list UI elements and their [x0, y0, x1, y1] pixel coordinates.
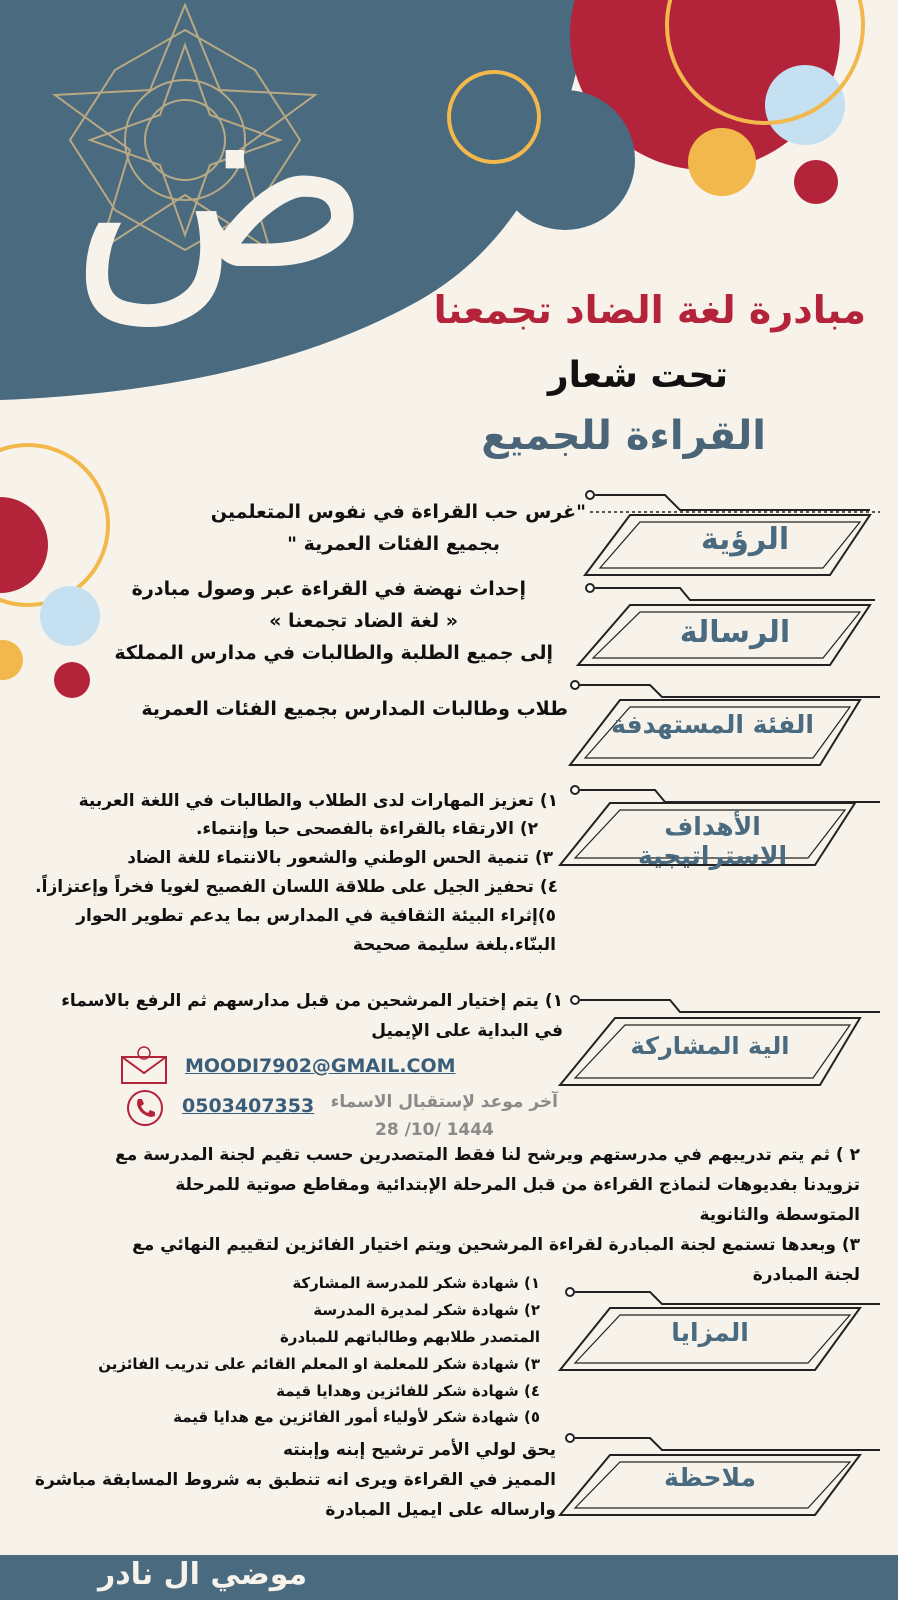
participation-step-2-line-2: تزويدنا بفديوهات لنماذج القراءة من قبل المرحلة الإبتدائية ومقاطع صوتية للمرحلة	[175, 1175, 860, 1195]
mission-line-3: إلى جميع الطلبة والطالبات في مدارس المملكة	[114, 642, 553, 664]
benefit-2: ٢) شهادة شكر لمديرة المدرسة	[313, 1301, 540, 1319]
vision-line-1: "غرس حب القراءة في نفوس المتعلمين	[210, 501, 586, 523]
phone-icon	[125, 1088, 165, 1128]
goal-2: ٢) الارتقاء بالقراءة بالفصحى حبا وإنتماء.	[195, 819, 538, 839]
benefit-5: ٥) شهادة شكر لأولياء أمور الفائزين مع هدايا قيمة	[173, 1408, 540, 1426]
participation-step-2-line-3: المتوسطة والثانوية	[699, 1205, 860, 1225]
goal-1: ١) تعزيز المهارات لدى الطلاب والطالبات في اللغة العربية	[78, 791, 558, 811]
goal-4: ٤) تحفيز الجيل على طلاقة اللسان الفصيح لغويا فخراً وإعتزازاً.	[35, 877, 558, 897]
page-edge	[898, 0, 916, 1600]
participation-step-2-line-1: ٢ ) ثم يتم تدريبهم في مدرستهم ويرشح لنا فقط المتصدرين حسب تقيم لجنة المدرسة مع	[115, 1145, 860, 1165]
target-text: طلاب وطالبات المدارس بجميع الفئات العمرية	[141, 698, 568, 720]
slogan: القراءة للجميع	[481, 413, 766, 459]
participation-step-3-line-2: لجنة المبادرة	[752, 1265, 860, 1285]
benefit-2-cont: المتصدر طلابهم وطالباتهم للمبادرة	[279, 1328, 540, 1346]
logo-letter: ض	[70, 34, 373, 325]
mission-line-1: إحداث نهضة في القراءة عبر وصول مبادرة	[131, 578, 526, 600]
benefit-3: ٣) شهادة شكر للمعلمة او المعلم القائم على تدريب الفائزين	[98, 1355, 540, 1373]
label-participation: الية المشاركة	[630, 1032, 790, 1060]
participation-step-1-line-1: ١) يتم إختيار المرشحين من قبل مدارسهم ثم الرفع بالاسماء	[61, 991, 563, 1011]
goal-5: ٥)إثراء البيئة الثقافية في المدارس بما يدعم تطوير الحوار	[76, 906, 556, 926]
goal-3: ٣) تنمية الحس الوطني والشعور بالانتماء للغة الضاد	[127, 848, 553, 868]
benefit-1: ١) شهادة شكر للمدرسة المشاركة	[292, 1274, 540, 1292]
label-note: ملاحظة	[664, 1463, 756, 1492]
deadline-label: آخر موعد لإستقبال الاسماء	[330, 1092, 558, 1112]
deadline-date: 28 /10/ 1444	[375, 1120, 494, 1140]
vision-line-2: بجميع الفئات العمرية "	[287, 533, 500, 555]
mission-line-2: « لغة الضاد تجمعنا »	[269, 610, 458, 632]
label-goals: الأهداف الاستراتيجية	[637, 812, 788, 870]
page-title: مبادرة لغة الضاد تجمعنا	[433, 288, 866, 332]
phone-link[interactable]: 0503407353	[182, 1095, 315, 1117]
benefit-4: ٤) شهادة شكر للفائزين وهدايا قيمة	[276, 1382, 540, 1400]
slogan-intro: تحت شعار	[547, 355, 728, 396]
note-line-3: وارساله على ايميل المبادرة	[325, 1500, 556, 1520]
label-vision: الرؤية	[700, 522, 790, 557]
label-target: الفئة المستهدفة	[611, 710, 814, 739]
label-benefits: المزايا	[671, 1318, 749, 1347]
footer-author: موضي ال نادر	[98, 1557, 308, 1592]
email-icon	[120, 1045, 170, 1085]
email-link[interactable]: MOODI7902@GMAIL.COM	[185, 1055, 456, 1077]
footer-bar	[0, 1555, 898, 1600]
note-line-1: يحق لولي الأمر ترشيح إبنه وإبنته	[282, 1440, 556, 1460]
participation-step-3-line-1: ٣) وبعدها تستمع لجنة المبادرة لقراءة المرشحين ويتم اختيار الفائزين لتقييم النهائي مع	[132, 1235, 860, 1255]
label-mission: الرسالة	[679, 615, 791, 650]
goal-5-cont: البنّاء.بلغة سليمة صحيحة	[352, 935, 556, 955]
participation-step-1-line-2: في البداية على الإيميل	[371, 1021, 563, 1041]
note-line-2: المميز في القراءة ويرى انه تنطبق به شروط المسابقة مباشرة	[34, 1470, 556, 1490]
